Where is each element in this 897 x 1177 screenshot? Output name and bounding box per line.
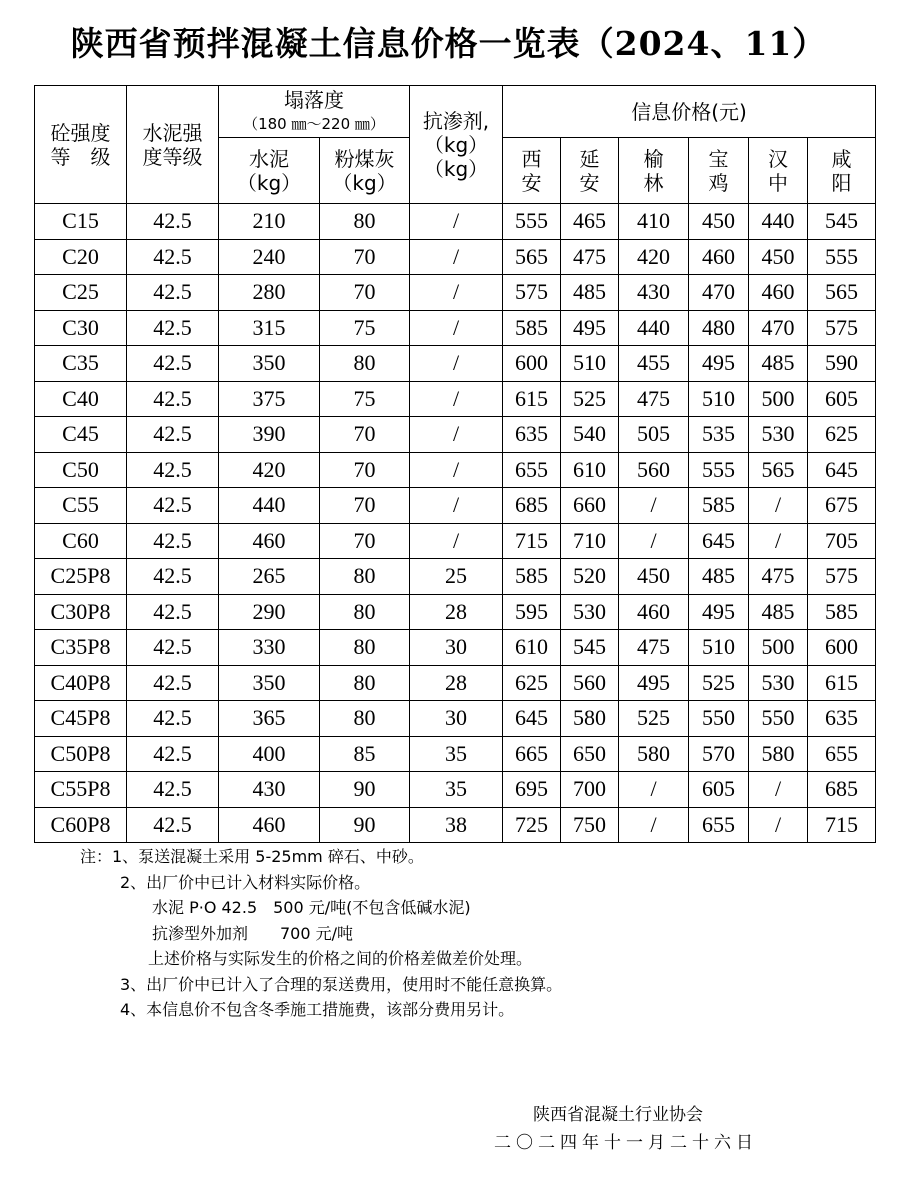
table-row [35,736,876,772]
cement-cell: 400 [219,736,320,772]
table-row [35,310,876,346]
price-cell: 410 [619,204,689,240]
antiseep-cell: 30 [410,701,503,737]
price-cell: 580 [619,736,689,772]
cement-grade-cell: 42.5 [127,488,219,524]
price-cell: 565 [749,452,808,488]
price-cell: 615 [503,381,561,417]
cement-grade-cell: 42.5 [127,417,219,453]
cement-grade-cell: 42.5 [127,736,219,772]
table-row [35,701,876,737]
cement-cell: 290 [219,594,320,630]
price-cell: 505 [619,417,689,453]
price-cell: / [749,488,808,524]
note-2-cement: 水泥 P·O 42.5 500 元/吨(不包含低碱水泥) [152,898,471,917]
header-flyash [320,138,410,204]
price-cell: 600 [808,630,876,666]
cement-cell: 315 [219,310,320,346]
cement-cell: 350 [219,346,320,382]
price-cell: 485 [561,275,619,311]
price-cell: 705 [808,523,876,559]
price-cell: 615 [808,665,876,701]
price-cell: 665 [503,736,561,772]
price-cell: 440 [619,310,689,346]
cement-grade-cell: 42.5 [127,630,219,666]
price-cell: 545 [808,204,876,240]
antiseep-cell: 28 [410,594,503,630]
price-cell: 555 [689,452,749,488]
header-slump-range: （180 ㎜～220 ㎜） [243,114,385,133]
price-cell: 645 [689,523,749,559]
price-cell: 645 [503,701,561,737]
price-cell: 635 [808,701,876,737]
price-cell: 495 [689,346,749,382]
antiseep-cell: 28 [410,665,503,701]
price-cell: 525 [619,701,689,737]
price-cell: 440 [749,204,808,240]
header-cement-label: 水泥 [249,146,289,171]
price-cell: 655 [808,736,876,772]
flyash-cell: 75 [320,381,410,417]
grade-cell: C60P8 [35,807,127,843]
grade-cell: C35 [35,346,127,382]
cement-cell: 430 [219,772,320,808]
flyash-cell: 90 [320,772,410,808]
header-city-char: 鸡 [708,170,729,195]
flyash-cell: 85 [320,736,410,772]
cement-cell: 390 [219,417,320,453]
cement-cell: 330 [219,630,320,666]
cement-cell: 350 [219,665,320,701]
table-row [35,381,876,417]
cement-grade-cell: 42.5 [127,204,219,240]
price-cell: 625 [808,417,876,453]
price-cell: 475 [561,239,619,275]
note-2: 2、出厂价中已计入材料实际价格。 [120,872,371,892]
price-cell: 610 [561,452,619,488]
price-cell: 465 [561,204,619,240]
header-slump [219,86,410,138]
header-cement-grade-line1: 水泥强 [142,120,203,145]
antiseep-cell: 35 [410,736,503,772]
price-cell: 455 [619,346,689,382]
cement-grade-cell: 42.5 [127,772,219,808]
cement-grade-cell: 42.5 [127,701,219,737]
price-cell: 580 [561,701,619,737]
header-cement [219,138,320,204]
flyash-cell: 80 [320,204,410,240]
header-city-char: 延 [579,146,600,171]
header-city [503,138,561,204]
price-table [34,85,876,843]
note-2-difference: 上述价格与实际发生的价格之间的价格差做差价处理。 [148,949,533,968]
price-cell: 500 [749,381,808,417]
cement-cell: 460 [219,523,320,559]
cement-cell: 420 [219,452,320,488]
issuer-name: 陕西省混凝土行业协会 [533,1105,703,1125]
price-cell: / [619,807,689,843]
price-cell: 530 [749,417,808,453]
header-city-char: 榆 [643,146,664,171]
price-cell: 710 [561,523,619,559]
cement-grade-cell: 42.5 [127,275,219,311]
table-row [35,452,876,488]
price-cell: / [619,523,689,559]
price-cell: 585 [503,310,561,346]
header-city [808,138,876,204]
grade-cell: C30 [35,310,127,346]
table-row [35,417,876,453]
table-row [35,807,876,843]
flyash-cell: 70 [320,417,410,453]
cement-grade-cell: 42.5 [127,559,219,595]
flyash-cell: 80 [320,630,410,666]
cement-grade-cell: 42.5 [127,239,219,275]
price-cell: 585 [808,594,876,630]
flyash-cell: 80 [320,594,410,630]
price-cell: / [749,807,808,843]
grade-cell: C20 [35,239,127,275]
price-cell: 460 [619,594,689,630]
price-cell: / [749,523,808,559]
table-row [35,772,876,808]
price-cell: 635 [503,417,561,453]
price-cell: 510 [689,381,749,417]
header-city-char: 阳 [831,170,852,195]
price-cell: 495 [561,310,619,346]
header-city-char: 宝 [708,146,729,171]
header-cement-grade-line2: 度等级 [142,144,203,169]
price-cell: 575 [808,559,876,595]
table-body [35,204,876,843]
price-cell: 420 [619,239,689,275]
price-cell: 510 [561,346,619,382]
price-cell: 685 [808,772,876,808]
price-cell: 715 [503,523,561,559]
cement-cell: 240 [219,239,320,275]
grade-cell: C55 [35,488,127,524]
price-cell: 655 [689,807,749,843]
grade-cell: C25 [35,275,127,311]
antiseep-cell: 35 [410,772,503,808]
price-cell: / [619,488,689,524]
header-city-char: 安 [579,170,600,195]
price-cell: 485 [749,594,808,630]
header-antiseep [410,86,503,204]
price-cell: 530 [561,594,619,630]
price-cell: 750 [561,807,619,843]
grade-cell: C45 [35,417,127,453]
table-row [35,523,876,559]
price-cell: 460 [749,275,808,311]
note-2-admixture: 抗渗型外加剂 700 元/吨 [152,923,354,943]
cement-grade-cell: 42.5 [127,381,219,417]
antiseep-cell: / [410,381,503,417]
flyash-cell: 70 [320,275,410,311]
price-cell: / [749,772,808,808]
note-4: 4、本信息价不包含冬季施工措施费，该部分费用另计。 [120,1000,515,1019]
table-row [35,665,876,701]
header-city [561,138,619,204]
grade-cell: C55P8 [35,772,127,808]
note-1: 注：1、泵送混凝土采用 5-25mm 碎石、中砂。 [80,847,424,866]
flyash-cell: 75 [320,310,410,346]
price-cell: 575 [808,310,876,346]
price-cell: 700 [561,772,619,808]
header-flyash-unit: （kg） [332,170,397,195]
price-cell: 585 [503,559,561,595]
notes [80,844,562,1023]
price-cell: 530 [749,665,808,701]
price-cell: 575 [503,275,561,311]
price-cell: 675 [808,488,876,524]
price-cell: 565 [808,275,876,311]
header-city-char: 咸 [831,146,852,171]
price-cell: 595 [503,594,561,630]
antiseep-cell: / [410,346,503,382]
header-city-char: 林 [643,170,664,195]
price-cell: 550 [749,701,808,737]
cement-cell: 375 [219,381,320,417]
flyash-cell: 70 [320,488,410,524]
price-cell: 585 [689,488,749,524]
grade-cell: C35P8 [35,630,127,666]
price-cell: 525 [561,381,619,417]
grade-cell: C30P8 [35,594,127,630]
price-cell: / [619,772,689,808]
price-cell: 535 [689,417,749,453]
header-city [619,138,689,204]
price-cell: 495 [689,594,749,630]
header-city-char: 安 [521,170,542,195]
flyash-cell: 80 [320,559,410,595]
antiseep-cell: / [410,239,503,275]
price-cell: 650 [561,736,619,772]
grade-cell: C45P8 [35,701,127,737]
price-cell: 570 [689,736,749,772]
antiseep-cell: / [410,275,503,311]
grade-cell: C40P8 [35,665,127,701]
cement-grade-cell: 42.5 [127,665,219,701]
flyash-cell: 80 [320,665,410,701]
price-cell: 625 [503,665,561,701]
price-cell: 450 [689,204,749,240]
grade-cell: C40 [35,381,127,417]
cement-cell: 460 [219,807,320,843]
header-city-char: 中 [768,170,788,195]
price-cell: 655 [503,452,561,488]
price-cell: 555 [503,204,561,240]
price-cell: 525 [689,665,749,701]
flyash-cell: 80 [320,701,410,737]
header-city-char: 西 [521,146,542,171]
grade-cell: C50 [35,452,127,488]
antiseep-cell: / [410,488,503,524]
header-grade [35,86,127,204]
table-row [35,275,876,311]
price-cell: 500 [749,630,808,666]
price-cell: 460 [689,239,749,275]
antiseep-cell: / [410,523,503,559]
header-city-char: 汉 [768,146,788,171]
price-cell: 540 [561,417,619,453]
price-cell: 475 [619,381,689,417]
price-cell: 610 [503,630,561,666]
header-slump-label: 塌落度 [284,87,344,112]
antiseep-cell: / [410,310,503,346]
table-row [35,630,876,666]
grade-cell: C25P8 [35,559,127,595]
price-cell: 590 [808,346,876,382]
header-city [689,138,749,204]
flyash-cell: 70 [320,452,410,488]
price-cell: 600 [503,346,561,382]
flyash-cell: 70 [320,523,410,559]
grade-cell: C60 [35,523,127,559]
cement-grade-cell: 42.5 [127,523,219,559]
antiseep-cell: / [410,452,503,488]
header-price: 信息价格(元) [503,86,876,138]
cement-cell: 440 [219,488,320,524]
flyash-cell: 70 [320,239,410,275]
price-cell: 725 [503,807,561,843]
cement-cell: 280 [219,275,320,311]
price-cell: 430 [619,275,689,311]
cement-cell: 210 [219,204,320,240]
price-cell: 520 [561,559,619,595]
price-cell: 695 [503,772,561,808]
price-cell: 545 [561,630,619,666]
price-cell: 580 [749,736,808,772]
cement-grade-cell: 42.5 [127,310,219,346]
price-cell: 550 [689,701,749,737]
flyash-cell: 90 [320,807,410,843]
price-cell: 450 [749,239,808,275]
price-cell: 560 [619,452,689,488]
price-cell: 450 [619,559,689,595]
price-cell: 475 [749,559,808,595]
price-cell: 660 [561,488,619,524]
header-antiseep-unit: （kg） [423,156,489,181]
antiseep-cell: 38 [410,807,503,843]
header-grade-line2: 等 级 [50,144,111,169]
header-city [749,138,808,204]
cement-grade-cell: 42.5 [127,807,219,843]
header-grade-line1: 砼强度 [50,120,111,145]
header-cement-unit: （kg） [236,170,302,195]
cement-grade-cell: 42.5 [127,452,219,488]
header-flyash-label: 粉煤灰 [334,146,395,171]
price-cell: 485 [689,559,749,595]
header-cement-grade [127,86,219,204]
price-cell: 645 [808,452,876,488]
antiseep-cell: / [410,417,503,453]
price-cell: 685 [503,488,561,524]
price-cell: 555 [808,239,876,275]
page-title: 陕西省预拌混凝土信息价格一览表（2024、11） [70,24,827,63]
note-3: 3、出厂价中已计入了合理的泵送费用，使用时不能任意换算。 [120,974,563,994]
cement-grade-cell: 42.5 [127,594,219,630]
price-cell: 605 [808,381,876,417]
antiseep-cell: 30 [410,630,503,666]
price-cell: 560 [561,665,619,701]
table-row [35,594,876,630]
price-cell: 715 [808,807,876,843]
grade-cell: C15 [35,204,127,240]
grade-cell: C50P8 [35,736,127,772]
price-cell: 480 [689,310,749,346]
header-antiseep-label: 抗渗剂,（kg） [422,108,490,157]
cement-cell: 265 [219,559,320,595]
table-row [35,204,876,240]
table-row [35,346,876,382]
price-cell: 565 [503,239,561,275]
flyash-cell: 80 [320,346,410,382]
price-cell: 475 [619,630,689,666]
table-row [35,559,876,595]
price-cell: 495 [619,665,689,701]
price-cell: 485 [749,346,808,382]
cement-cell: 365 [219,701,320,737]
price-cell: 470 [749,310,808,346]
price-cell: 470 [689,275,749,311]
table-row [35,239,876,275]
price-cell: 510 [689,630,749,666]
antiseep-cell: / [410,204,503,240]
cement-grade-cell: 42.5 [127,346,219,382]
table-row [35,488,876,524]
antiseep-cell: 25 [410,559,503,595]
price-cell: 605 [689,772,749,808]
issue-date: 二〇二四年十一月二十六日 [494,1133,758,1153]
